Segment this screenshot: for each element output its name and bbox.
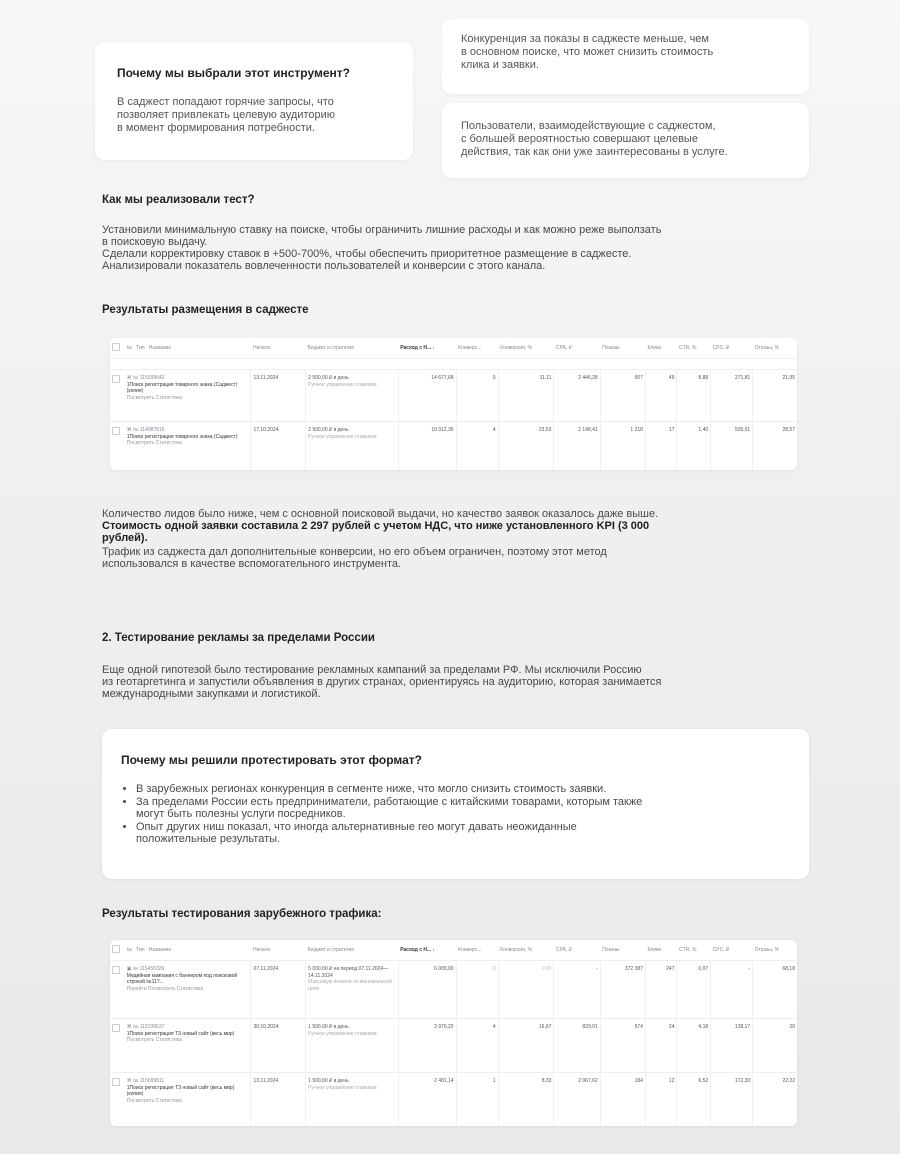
text-line: использовался в качестве вспомогательного инструмента.: [102, 558, 402, 570]
col-cpc-header[interactable]: CPC, ₽: [711, 338, 753, 359]
campaign-links[interactable]: Посмотреть Статистика: [126, 394, 182, 401]
text-line: действия, так как они уже заинтересованы в услуге.: [461, 146, 728, 158]
list-item: • В зарубежных регионах конкуренция в сегменте ниже, что могло снизить стоимость заявки.: [136, 783, 642, 796]
col-conv-header[interactable]: Конверс...: [456, 338, 498, 359]
cpc-cell: 138,17: [711, 1019, 753, 1073]
campaign-id: ⌘ № 115699642: [126, 375, 165, 381]
campaign-cell[interactable]: [125, 370, 251, 422]
why-format-card: [102, 729, 809, 879]
campaign-name[interactable]: 1Поиск регистрация товарного знака (Саджест) (копия): [126, 381, 238, 394]
competition-card: [442, 19, 809, 94]
competition-text: [461, 33, 713, 72]
col-name-header[interactable]: № Тип Название: [125, 940, 251, 961]
cpc-cell: 172,30: [711, 1073, 753, 1125]
ctr-cell: 6,52: [677, 1073, 711, 1125]
start-cell: 13.11.2024: [251, 370, 306, 422]
budget-cell: [306, 961, 399, 1019]
clicks-cell: 45: [645, 370, 677, 422]
campaign-cell[interactable]: [125, 1073, 251, 1125]
select-all-checkbox[interactable]: [110, 338, 125, 359]
budget-value: 1 500,00 ₽ в день: [308, 1078, 349, 1084]
convrate-cell: 16,67: [498, 1019, 554, 1073]
table-row[interactable]: [110, 961, 797, 1019]
text-line: Установили минимальную ставку на поиске, чтобы ограничить лишние расходы и как можно реже выползать: [102, 224, 662, 236]
campaign-links[interactable]: Посмотреть Статистика: [126, 1037, 182, 1043]
col-bounce-header[interactable]: Отказы, %: [753, 940, 797, 961]
campaign-name[interactable]: Медийная кампания с баннером под поисковой строкой №117...: [126, 972, 238, 985]
col-impressions-header[interactable]: Показы: [600, 940, 645, 961]
col-ctr-header[interactable]: CTR, %: [677, 338, 711, 359]
select-all-checkbox[interactable]: [110, 940, 125, 961]
campaign-links[interactable]: Посмотреть Статистика: [126, 1097, 182, 1104]
spend-cell: 3 979,22: [398, 1019, 456, 1073]
col-bounce-header[interactable]: Отказы, %: [753, 338, 797, 359]
budget-cell: [306, 1073, 399, 1125]
text-line: Сделали корректировку ставок в +500-700%, чтобы обеспечить приоритетное размещение в саджесте.: [102, 248, 632, 260]
results1-grid: [110, 338, 797, 470]
text-line: в основном поиске, что может снизить стоимость: [461, 46, 714, 58]
col-budget-header[interactable]: Бюджет и стратегия: [306, 338, 399, 359]
campaign-id: ⌘ № 115699811: [126, 1078, 165, 1084]
row-checkbox[interactable]: [110, 370, 125, 422]
list-item: • За пределами России есть предприниматели, работающие с китайскими товарами, которым также могут быть полезны услуги посредников.: [136, 796, 642, 821]
text-line: клика и заявки.: [461, 59, 539, 71]
cpc-cell: -: [711, 961, 753, 1019]
clicks-cell: 24: [645, 1019, 677, 1073]
impressions-cell: 1 218: [600, 422, 645, 471]
col-convrate-header[interactable]: Конверсия, %: [498, 940, 554, 961]
text-line: позволяет привлекать целевую аудиторию: [117, 109, 336, 121]
bounce-cell: 28,57: [753, 422, 797, 471]
cpc-cell: 505,51: [711, 422, 753, 471]
text-line: Трафик из саджеста дал дополнительные конверсии, но его объем ограничен, поэтому этот метод: [102, 546, 607, 558]
convrate-cell: 11,11: [498, 370, 554, 422]
spend-cell: 2 481,14: [398, 1073, 456, 1125]
campaign-cell[interactable]: [125, 422, 251, 471]
ctr-cell: 1,40: [677, 422, 711, 471]
strategy-value: Ручное управление ставками: [308, 381, 377, 388]
col-clicks-header[interactable]: Клики: [645, 940, 677, 961]
test-impl-heading: Как мы реализовали тест?: [102, 194, 255, 206]
text-line: В саджест попадают горячие запросы, что: [117, 96, 334, 108]
bounce-cell: 68,18: [753, 961, 797, 1019]
ctr-cell: 4,18: [677, 1019, 711, 1073]
strategy-value: Ручное управление ставками: [308, 433, 377, 440]
campaign-cell[interactable]: [125, 1019, 251, 1073]
table-row[interactable]: [110, 1073, 797, 1125]
list-item: • Опыт других ниш показал, что иногда альтернативные гео могут давать неожиданные положительные результаты.: [136, 821, 642, 846]
impressions-cell: 372 387: [600, 961, 645, 1019]
col-name-header[interactable]: № Тип Название: [125, 338, 251, 359]
campaign-cell[interactable]: [125, 961, 251, 1019]
results2-grid: [110, 940, 797, 1125]
start-cell: 13.11.2024: [251, 1073, 306, 1125]
ctr-cell: 0,07: [677, 961, 711, 1019]
cpa-cell: 2 148,41: [554, 422, 600, 471]
conv-cell: 4: [456, 1019, 498, 1073]
convrate-cell: 23,53: [498, 422, 554, 471]
convrate-cell: 8,33: [498, 1073, 554, 1125]
conv-cell: 4: [456, 422, 498, 471]
text-line: Анализировали показатель вовлеченности пользователей и конверсии с этого канала.: [102, 260, 546, 272]
strategy-value: Максимум показов по минимальной цене: [308, 979, 392, 992]
impressions-cell: 574: [600, 1019, 645, 1073]
cpa-cell: 2 067,62: [554, 1073, 600, 1125]
row-checkbox[interactable]: [110, 422, 125, 471]
bounce-cell: 21,95: [753, 370, 797, 422]
text-line: в поисковую выдачу.: [102, 236, 208, 248]
start-cell: 07.11.2024: [251, 961, 306, 1019]
test-impl-text: [102, 224, 661, 272]
users-text: [461, 120, 728, 159]
section2-text: [102, 664, 661, 700]
budget-value: 1 500,00 ₽ в день: [308, 1024, 349, 1030]
col-spend-header[interactable]: Расход с Н... ↓: [398, 940, 456, 961]
budget-cell: [306, 370, 399, 422]
campaign-id: ▣ № 115456329: [126, 966, 165, 972]
text-line: Конкуренция за показы в саджесте меньше, чем: [461, 33, 709, 45]
why-format-title: Почему мы решили протестировать этот формат?: [121, 753, 422, 767]
results2-heading: Результаты тестирования зарубежного трафика:: [102, 908, 382, 920]
col-impressions-header[interactable]: Показы: [600, 338, 645, 359]
budget-value: 5 000,00 ₽ на период 07.11.2024—14.11.2024: [308, 966, 389, 979]
section2-heading: 2. Тестирование рекламы за пределами России: [102, 632, 375, 644]
campaign-name[interactable]: 1Поиск регистрация товарного знака (Саджест): [126, 433, 238, 440]
conv-cell: 0: [456, 961, 498, 1019]
text-line: Количество лидов было ниже, чем с основной поисковой выдачи, но качество заявок оказалось даже выше.: [102, 508, 659, 520]
results1-table: [110, 338, 797, 470]
table-row[interactable]: [110, 422, 797, 471]
text-line: международными закупками и логистикой.: [102, 688, 321, 700]
col-cpc-header[interactable]: CPC, ₽: [711, 940, 753, 961]
col-convrate-header[interactable]: Конверсия, %: [498, 338, 554, 359]
text-line: в момент формирования потребности.: [117, 122, 315, 134]
clicks-cell: 12: [645, 1073, 677, 1125]
clicks-cell: 247: [645, 961, 677, 1019]
budget-cell: [306, 422, 399, 471]
col-start-header[interactable]: Начало: [251, 940, 306, 961]
cpc-cell: 271,81: [711, 370, 753, 422]
col-cpa-header[interactable]: CPA, ₽: [554, 940, 600, 961]
text-line: рублей).: [102, 532, 148, 544]
row-checkbox[interactable]: [110, 961, 125, 1019]
why-tool-title: Почему мы выбрали этот инструмент?: [117, 66, 350, 80]
col-clicks-header[interactable]: Клики: [645, 338, 677, 359]
why-tool-text: [117, 96, 335, 135]
campaign-name[interactable]: 1Поиск регистрация ТЗ новый сайт (весь мир) (копия): [126, 1084, 235, 1097]
text-line: Стоимость одной заявки составила 2 297 рублей с учетом НДС, что ниже установленного KPI (3 000: [102, 520, 650, 532]
impressions-cell: 184: [600, 1073, 645, 1125]
start-cell: 30.10.2024: [251, 1019, 306, 1073]
campaign-id: ⌘ № 115239637: [126, 1024, 165, 1030]
budget-value: 2 500,00 ₽ в день: [308, 427, 349, 433]
campaign-links[interactable]: Перейти Посмотреть Статистика: [126, 985, 204, 992]
results2-table: [110, 940, 797, 1126]
campaign-links[interactable]: Посмотреть Статистика: [126, 440, 182, 446]
table-row[interactable]: [110, 1019, 797, 1073]
cpa-cell: 829,01: [554, 1019, 600, 1073]
spend-cell: 6 000,00: [398, 961, 456, 1019]
text-line: Еще одной гипотезой было тестирование рекламных кампаний за пределами РФ. Мы исключили Россию: [102, 664, 642, 676]
why-tool-card: [95, 42, 413, 160]
conv-cell: 5: [456, 370, 498, 422]
col-budget-header[interactable]: Бюджет и стратегия: [306, 940, 399, 961]
budget-cell: [306, 1019, 399, 1073]
col-ctr-header[interactable]: CTR, %: [677, 940, 711, 961]
campaign-id: ⌘ № 114987816: [126, 427, 165, 433]
row-checkbox[interactable]: [110, 1073, 125, 1125]
col-spend-header[interactable]: Расход с Н... ↓: [398, 338, 456, 359]
cpa-cell: 2 446,28: [554, 370, 600, 422]
convrate-cell: 0,00: [498, 961, 554, 1019]
clicks-cell: 17: [645, 422, 677, 471]
strategy-value: Ручное управление ставками: [308, 1030, 377, 1037]
summary-text: [102, 508, 658, 570]
col-conv-header[interactable]: Конверс...: [456, 940, 498, 961]
text-line: из геотаргетинга и запустили объявления в других странах, ориентируясь на аудиторию, которая занимается: [102, 676, 662, 688]
bounce-cell: 20: [753, 1019, 797, 1073]
impressions-cell: 507: [600, 370, 645, 422]
text-line: с большей вероятностью совершают целевые: [461, 133, 698, 145]
why-format-list: [118, 783, 642, 846]
col-cpa-header[interactable]: CPA, ₽: [554, 338, 600, 359]
table-row[interactable]: [110, 370, 797, 422]
campaign-name[interactable]: 1Поиск регистрация ТЗ новый сайт (весь мир): [126, 1030, 235, 1037]
users-card: [442, 103, 809, 178]
start-cell: 17.10.2024: [251, 422, 306, 471]
ctr-cell: 8,88: [677, 370, 711, 422]
text-line: Пользователи, взаимодействующие с саджестом,: [461, 120, 716, 132]
spend-cell: 10 312,35: [398, 422, 456, 471]
spend-cell: 14 677,68: [398, 370, 456, 422]
col-start-header[interactable]: Начало: [251, 338, 306, 359]
cpa-cell: -: [554, 961, 600, 1019]
row-checkbox[interactable]: [110, 1019, 125, 1073]
budget-value: 2 500,00 ₽ в день: [308, 375, 349, 381]
strategy-value: Ручное управление ставками: [308, 1084, 377, 1091]
bounce-cell: 22,22: [753, 1073, 797, 1125]
conv-cell: 1: [456, 1073, 498, 1125]
results1-heading: Результаты размещения в саджесте: [102, 304, 309, 316]
